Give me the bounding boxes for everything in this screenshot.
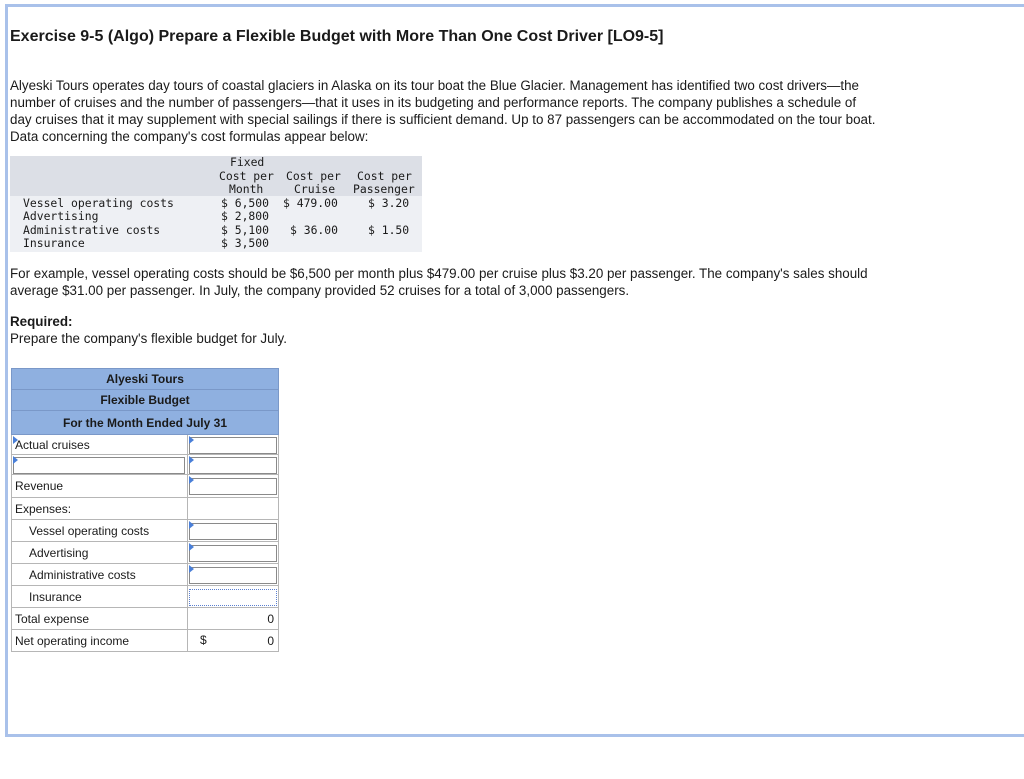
row-admin-label: Administrative costs: [23, 222, 161, 237]
row-admin-passenger: $ 1.50: [368, 222, 410, 237]
header-fixed-2: Cost per: [219, 168, 274, 183]
header-passenger-2: Passenger: [353, 182, 415, 196]
vessel-costs-input[interactable]: [189, 523, 277, 540]
total-expense-label: Total expense: [12, 608, 188, 630]
total-expense-value: 0: [188, 608, 279, 630]
admin-costs-cell: [188, 564, 279, 586]
insurance-cell: [188, 586, 279, 608]
input-marker-icon: [13, 436, 18, 444]
second-driver-label-input[interactable]: [13, 457, 185, 474]
row-vessel-passenger: $ 3.20: [368, 195, 410, 210]
revenue-input[interactable]: [189, 478, 277, 495]
advertising-cell: [188, 542, 279, 564]
insurance-input[interactable]: [189, 589, 277, 606]
expenses-label: Expenses:: [12, 498, 188, 520]
actual-cruises-label-cell: [12, 435, 188, 455]
header-fixed-3: Month: [229, 182, 264, 196]
required-label: Required:: [10, 314, 73, 329]
net-income-label: Net operating income: [12, 630, 188, 652]
advertising-label: Advertising: [12, 542, 188, 564]
row-admin-cruise: $ 36.00: [290, 222, 339, 237]
exercise-title: Exercise 9-5 (Algo) Prepare a Flexible Budget with More Than One Cost Driver [LO9-5]: [10, 28, 664, 45]
advertising-input[interactable]: [189, 545, 277, 562]
input-marker-icon: [189, 456, 194, 464]
input-marker-icon: [189, 565, 194, 573]
net-income-cell: [188, 630, 279, 652]
row-admin-fixed: $ 5,100: [221, 222, 270, 237]
header-passenger-1: Cost per: [357, 168, 412, 183]
example-paragraph: For example, vessel operating costs should be $6,500 per month plus $479.00 per cruise plus $3.20 per passenger. The company's sales should average $31.00 per passenger. In July, the company provided 52 cruises for a total of 3,000 passengers.: [10, 266, 868, 298]
net-income-dollar: $: [200, 633, 207, 647]
input-marker-icon: [189, 543, 194, 551]
row-advertising-fixed: $ 2,800: [221, 209, 270, 223]
net-income-value: 0: [267, 633, 274, 648]
expenses-empty-cell: [188, 498, 279, 520]
vessel-costs-label: Vessel operating costs: [12, 520, 188, 542]
row-advertising-label: Advertising: [23, 209, 99, 223]
row-vessel-label: Vessel operating costs: [23, 195, 174, 210]
actual-cruises-label: Actual cruises: [15, 437, 90, 452]
revenue-label: Revenue: [12, 475, 188, 498]
budget-heading: Flexible Budget: [12, 390, 279, 411]
insurance-label: Insurance: [12, 586, 188, 608]
row-vessel-fixed: $ 6,500: [221, 195, 270, 210]
input-marker-icon: [13, 456, 18, 464]
input-marker-icon: [189, 521, 194, 529]
actual-cruises-input[interactable]: [189, 437, 277, 454]
second-driver-value-cell: [188, 455, 279, 475]
admin-costs-input[interactable]: [189, 567, 277, 584]
budget-period: For the Month Ended July 31: [12, 411, 279, 435]
intro-paragraph: Alyeski Tours operates day tours of coastal glaciers in Alaska on its tour boat the Blue Glacier. Management has identified two cost drivers—the number of cruises and the number of passengers—that it uses in its budgeting and performance reports. The company publishes a schedule of day cruises that it may supplement with special sailings if there is sufficient demand. Up to 87 passengers can be accommodated on the tour boat. Data concerning the company's cost formulas appear below:: [10, 78, 876, 144]
budget-company: Alyeski Tours: [12, 369, 279, 390]
admin-costs-label: Administrative costs: [12, 564, 188, 586]
row-insurance-label: Insurance: [23, 236, 85, 250]
second-driver-value-input[interactable]: [189, 457, 277, 474]
row-vessel-cruise: $ 479.00: [283, 195, 338, 210]
second-driver-label-cell: [12, 455, 188, 475]
cost-formula-table: [10, 156, 422, 252]
revenue-cell: [188, 475, 279, 498]
header-cruise-1: Cost per: [286, 168, 341, 183]
header-fixed-1: Fixed: [230, 155, 265, 169]
required-text: Prepare the company's flexible budget for July.: [10, 331, 287, 346]
input-marker-icon: [189, 476, 194, 484]
row-insurance-fixed: $ 3,500: [221, 236, 270, 250]
actual-cruises-cell: [188, 435, 279, 455]
vessel-costs-cell: [188, 520, 279, 542]
header-cruise-2: Cruise: [294, 182, 336, 196]
input-marker-icon: [189, 436, 194, 444]
flexible-budget-table: [11, 368, 279, 652]
